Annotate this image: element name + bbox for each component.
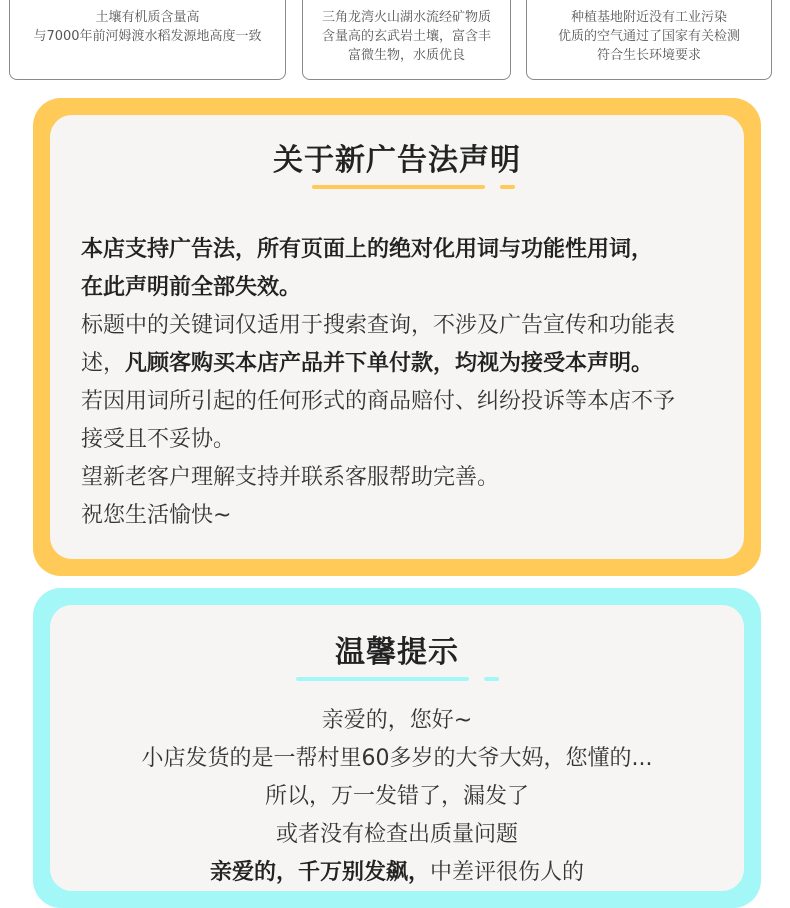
notice-line: 标题中的关键词仅适用于搜索查询，不涉及广告宣传和功能表 xyxy=(81,313,676,338)
feature-card-line: 优质的空气通过了国家有关检测 xyxy=(557,29,740,44)
tips-line-emphasis: 亲爱的，千万别发飙， xyxy=(209,860,430,885)
warm-tips-content xyxy=(50,605,744,891)
notice-line: 接受且不妥协。 xyxy=(81,427,236,452)
notice-line: 若因用词所引起的任何形式的商品赔付、纠纷投诉等本店不予 xyxy=(81,389,676,414)
title-underline xyxy=(296,677,469,681)
feature-card-soil xyxy=(9,0,286,80)
feature-card-air xyxy=(526,0,772,80)
notice-line-part: 述， xyxy=(81,351,126,376)
title-underline-dot xyxy=(484,677,499,681)
tips-body xyxy=(50,702,744,892)
tips-line: 所以，万一发错了，漏发了 xyxy=(264,784,529,809)
tips-line: 小店发货的是一帮村里60多岁的大爷大妈，您懂的... xyxy=(141,746,653,771)
tips-line: 或者没有检查出质量问题 xyxy=(275,822,518,847)
feature-card-line: 种植基地附近没有工业污染 xyxy=(570,10,727,25)
notice-title: 关于新广告法声明 xyxy=(273,143,521,178)
feature-card-line: 含量高的玄武岩土壤，富含丰 xyxy=(321,29,491,44)
notice-line: 在此声明前全部失效。 xyxy=(81,275,302,300)
notice-line: 望新老客户理解支持并联系客服帮助完善。 xyxy=(81,465,500,490)
ad-law-notice-panel xyxy=(33,98,761,576)
feature-card-line: 富微生物，水质优良 xyxy=(347,48,465,63)
notice-line: 本店支持广告法，所有页面上的绝对化用词与功能性用词， xyxy=(81,237,654,262)
feature-card-line: 符合生长环境要求 xyxy=(596,48,701,63)
feature-card-water xyxy=(302,0,511,80)
feature-card-line: 三角龙湾火山湖水流经矿物质 xyxy=(321,10,491,25)
title-underline xyxy=(312,185,485,189)
notice-line-emphasis: 凡顾客购买本店产品并下单付款，均视为接受本声明。 xyxy=(125,351,654,376)
notice-line xyxy=(81,345,721,383)
feature-card-line: 与7000年前河姆渡水稻发源地高度一致 xyxy=(33,29,262,44)
tips-line xyxy=(50,854,744,892)
ad-law-notice-content xyxy=(50,115,744,559)
feature-cards xyxy=(0,0,790,81)
tips-line-part: 中差评很伤人的 xyxy=(430,860,585,885)
warm-tips-panel xyxy=(33,588,761,908)
title-underline-dot xyxy=(500,185,515,189)
notice-body xyxy=(81,231,721,535)
notice-line: 祝您生活愉快~ xyxy=(81,503,232,528)
feature-card-line: 土壤有机质含量高 xyxy=(95,10,200,25)
tips-line: 亲爱的，您好~ xyxy=(321,708,473,733)
tips-title: 温馨提示 xyxy=(335,635,459,670)
